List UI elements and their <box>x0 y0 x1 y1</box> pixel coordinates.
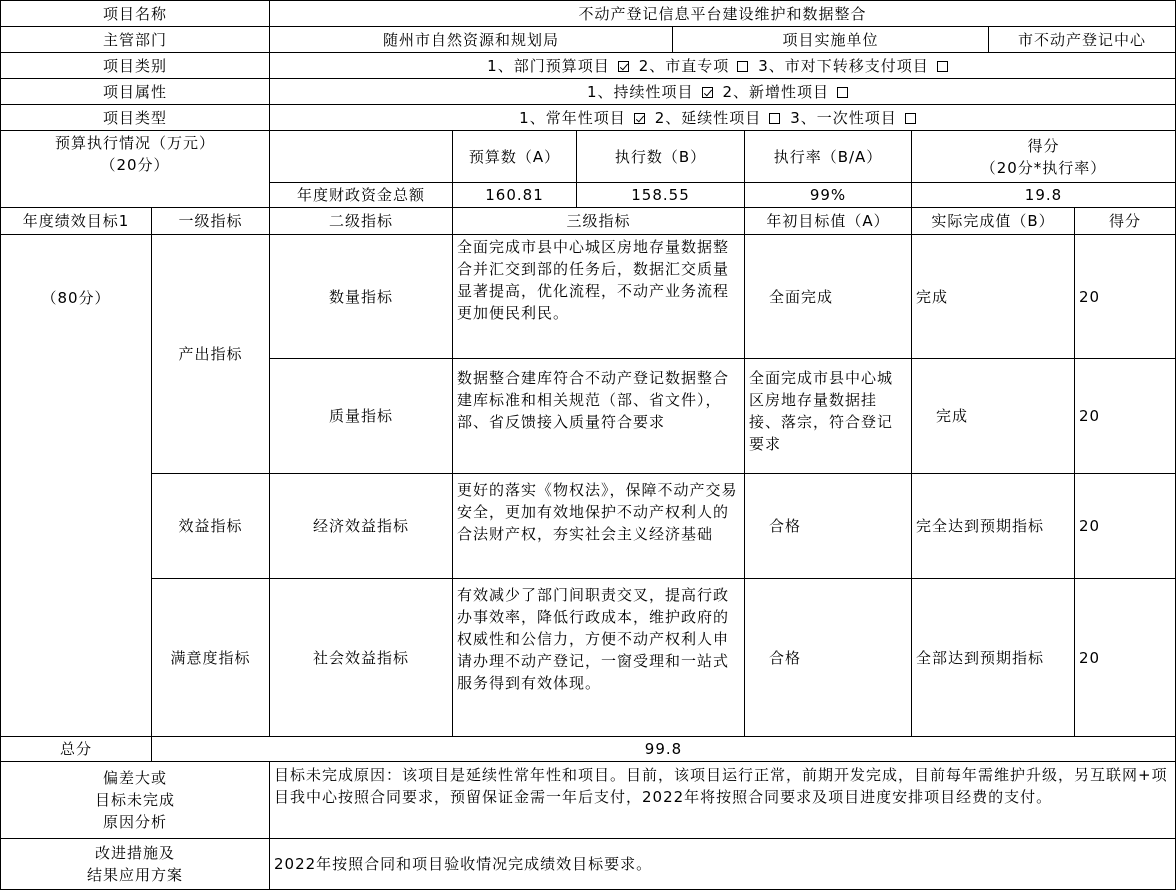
project-name: 不动产登记信息平台建设维护和数据整合 <box>269 0 1176 27</box>
score-cell: 20 <box>1074 358 1176 474</box>
target-cell: 合格 <box>744 473 912 579</box>
actual-cell: 完成 <box>911 234 1075 359</box>
category-option-label: 1、部门预算项目 <box>487 56 610 75</box>
type-option-label: 2、延续性项目 <box>654 108 762 127</box>
improvement-label-line: 改进措施及 <box>94 844 175 862</box>
rate-value: 99% <box>744 182 912 208</box>
score-header: 得分 <box>1074 207 1176 235</box>
type-options <box>269 104 1176 131</box>
deviation-label <box>0 761 270 839</box>
budget-label-score: （20分） <box>100 156 170 174</box>
rate-col-header: 执行率（B/A） <box>744 130 912 183</box>
deviation-text: 目标未完成原因：该项目是延续性常年性和项目。目前，该项目运行正常，前期开发完成，目前每年需维护升级，另互联网+项目我中心按照合同要求，预留保证金需一年后支付，2022年将按照合同要求及项目进度安排项目经费的支付。 <box>269 761 1176 839</box>
budget-score-value: 19.8 <box>911 182 1176 208</box>
target-cell: 合格 <box>744 578 912 737</box>
score-col-header <box>911 130 1176 183</box>
checkbox-icon[interactable] <box>702 87 713 98</box>
budget-value: 160.81 <box>452 182 577 208</box>
score-cell: 20 <box>1074 473 1176 579</box>
budget-col-header: 预算数（A） <box>452 130 577 183</box>
attribute-option-label: 1、持续性项目 <box>586 82 694 101</box>
improvement-text: 2022年按照合同和项目验收情况完成绩效目标要求。 <box>269 838 1176 890</box>
budget-header-blank <box>269 130 453 183</box>
score-cell: 20 <box>1074 578 1176 737</box>
improvement-label-line: 结果应用方案 <box>86 866 183 884</box>
actual-cell: 完全达到预期指标 <box>911 473 1075 579</box>
checkbox-icon[interactable] <box>769 113 780 124</box>
attribute-option-label: 2、新增性项目 <box>722 82 830 101</box>
checkbox-icon[interactable] <box>737 61 748 72</box>
unit-label: 项目实施单位 <box>672 26 989 53</box>
checkbox-icon[interactable] <box>634 113 645 124</box>
level3-cell: 更好的落实《物权法》，保障不动产交易安全，更加有效地保护不动产权利人的合法财产权，夯实社会主义经济基础 <box>452 473 745 579</box>
budget-label-line: 预算执行情况（万元） <box>54 134 215 152</box>
category-option[interactable] <box>639 55 759 77</box>
type-option-label: 1、常年性项目 <box>519 108 626 127</box>
score-cell: 20 <box>1074 234 1176 359</box>
goal-label: 年度绩效目标1 <box>0 207 152 235</box>
category-option-label: 2、市直专项 <box>638 56 730 75</box>
dept-label: 主管部门 <box>0 26 270 53</box>
category-option-label: 3、市对下转移支付项目 <box>758 56 929 75</box>
dept-value: 随州市自然资源和规划局 <box>269 26 673 53</box>
level1-cell: 满意度指标 <box>151 578 270 737</box>
budget-section-label <box>0 130 270 208</box>
type-option-label: 3、一次性项目 <box>790 108 897 127</box>
total-label: 总分 <box>0 736 152 762</box>
attribute-options <box>269 78 1176 105</box>
checkbox-icon[interactable] <box>837 87 848 98</box>
level2-header: 二级指标 <box>269 207 453 235</box>
checkbox-icon[interactable] <box>905 113 916 124</box>
category-label: 项目类别 <box>0 52 270 79</box>
project-name-label: 项目名称 <box>0 0 270 27</box>
category-option[interactable] <box>487 55 639 77</box>
attribute-option[interactable] <box>587 81 723 103</box>
score-header-formula: （20分*执行率） <box>980 158 1107 177</box>
level1-cell: 效益指标 <box>151 473 270 579</box>
level3-cell: 有效减少了部门间职责交叉，提高行政办事效率，降低行政成本，维护政府的权威性和公信力，方便不动产权利人申请办理不动产登记，一窗受理和一站式服务得到有效体现。 <box>452 578 745 737</box>
actual-cell: 全部达到预期指标 <box>911 578 1075 737</box>
improvement-label <box>0 838 270 890</box>
goal-score: （80分） <box>0 234 152 737</box>
deviation-label-line: 原因分析 <box>102 813 167 831</box>
actual-cell: 完成 <box>911 358 1075 474</box>
unit-value: 市不动产登记中心 <box>988 26 1176 53</box>
attribute-option[interactable] <box>723 81 859 103</box>
level3-cell: 全面完成市县中心城区房地存量数据整合并汇交到部的任务后，数据汇交质量显著提高，优化流程，不动产业务流程更加便民利民。 <box>452 234 745 359</box>
total-value: 99.8 <box>151 736 1176 762</box>
attribute-label: 项目属性 <box>0 78 270 105</box>
deviation-label-line: 目标未完成 <box>94 791 175 809</box>
output-indicator-label: 产出指标 <box>151 234 270 474</box>
target-cell: 全面完成市县中心城区房地存量数据挂接、落宗，符合登记要求 <box>744 358 912 474</box>
deviation-label-line: 偏差大或 <box>102 769 167 787</box>
category-options <box>269 52 1176 79</box>
exec-value: 158.55 <box>576 182 745 208</box>
type-option[interactable] <box>655 107 791 129</box>
level1-header: 一级指标 <box>151 207 270 235</box>
checkbox-icon[interactable] <box>937 61 948 72</box>
exec-col-header: 执行数（B） <box>576 130 745 183</box>
level2-cell: 质量指标 <box>269 358 453 474</box>
type-option[interactable] <box>790 107 926 129</box>
score-header-line: 得分 <box>1027 136 1060 155</box>
level2-cell: 经济效益指标 <box>269 473 453 579</box>
fiscal-total-label: 年度财政资金总额 <box>269 182 453 208</box>
level3-header: 三级指标 <box>452 207 745 235</box>
actual-header: 实际完成值（B） <box>911 207 1075 235</box>
level2-cell: 社会效益指标 <box>269 578 453 737</box>
type-label: 项目类型 <box>0 104 270 131</box>
level2-cell: 数量指标 <box>269 234 453 359</box>
target-header: 年初目标值（A） <box>744 207 912 235</box>
target-cell: 全面完成 <box>744 234 912 359</box>
type-option[interactable] <box>519 107 655 129</box>
checkbox-icon[interactable] <box>618 61 629 72</box>
level3-cell: 数据整合建库符合不动产登记数据整合建库标准和相关规范（部、省文件），部、省反馈接入质量符合要求 <box>452 358 745 474</box>
category-option[interactable] <box>758 55 958 77</box>
